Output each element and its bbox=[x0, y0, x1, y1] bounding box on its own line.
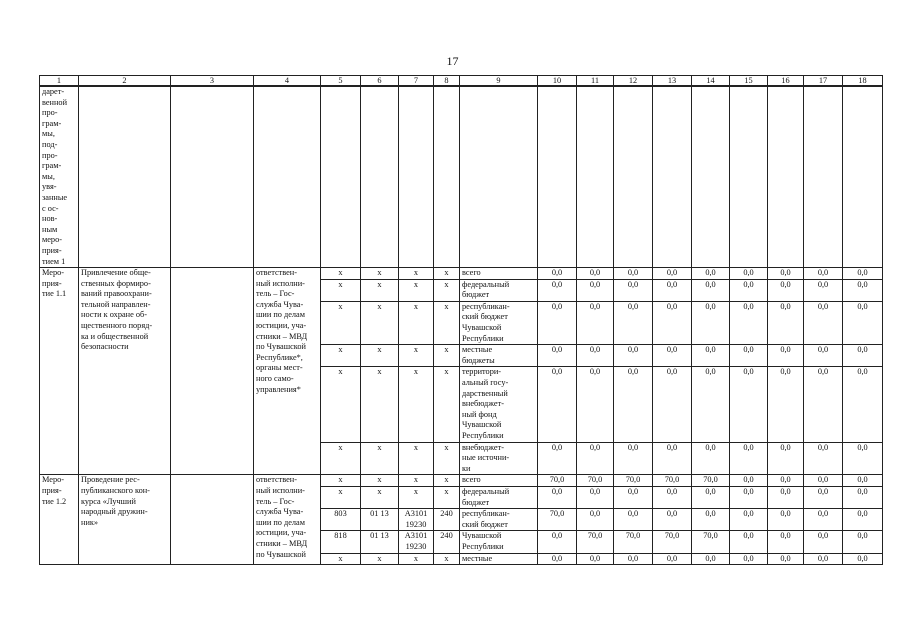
funding-source: местные бюджеты bbox=[460, 345, 538, 367]
amount-value: 0,0 bbox=[614, 268, 653, 280]
column-number: 10 bbox=[538, 76, 577, 87]
amount-value: 0,0 bbox=[692, 301, 730, 344]
amount-value: 0,0 bbox=[768, 486, 804, 508]
activity-name: Проведение рес- публиканского кон- курса «Лучший народный дружин- ник» bbox=[79, 475, 171, 565]
amount-value: 0,0 bbox=[730, 279, 768, 301]
funding-source: федеральный бюджет bbox=[460, 279, 538, 301]
amount-value: 0,0 bbox=[804, 553, 843, 565]
amount-value: 0,0 bbox=[653, 442, 692, 475]
budget-code-c6: x bbox=[361, 301, 399, 344]
budget-code-c7: x bbox=[399, 553, 434, 565]
amount-value: 0,0 bbox=[614, 442, 653, 475]
funding-source: республикан- ский бюджет bbox=[460, 509, 538, 531]
column-number: 1 bbox=[40, 76, 79, 87]
column-number: 14 bbox=[692, 76, 730, 87]
amount-value: 0,0 bbox=[843, 268, 883, 280]
intro-row bbox=[40, 86, 883, 268]
empty-cell bbox=[434, 86, 460, 268]
empty-cell bbox=[692, 86, 730, 268]
budget-code-c5: x bbox=[321, 367, 361, 442]
amount-value: 0,0 bbox=[538, 553, 577, 565]
budget-code-c7: x bbox=[399, 279, 434, 301]
amount-value: 0,0 bbox=[577, 509, 614, 531]
amount-value: 0,0 bbox=[538, 442, 577, 475]
budget-code-c7: x bbox=[399, 268, 434, 280]
amount-value: 0,0 bbox=[692, 268, 730, 280]
amount-value: 0,0 bbox=[843, 553, 883, 565]
budget-code-c6: x bbox=[361, 442, 399, 475]
amount-value: 0,0 bbox=[730, 367, 768, 442]
intro-continuation-text: дарет- венной про- грам- мы, под- про- грам- мы, увя- занные с ос- нов- ным меро- прия- тием 1 bbox=[40, 86, 79, 268]
amount-value: 0,0 bbox=[692, 486, 730, 508]
empty-cell bbox=[614, 86, 653, 268]
amount-value: 0,0 bbox=[730, 301, 768, 344]
amount-value: 0,0 bbox=[538, 301, 577, 344]
column-number: 9 bbox=[460, 76, 538, 87]
budget-code-c5: x bbox=[321, 553, 361, 565]
amount-value: 0,0 bbox=[577, 301, 614, 344]
budget-table bbox=[39, 75, 883, 565]
budget-code-c6: x bbox=[361, 367, 399, 442]
funding-source: местные bbox=[460, 553, 538, 565]
funding-source: всего bbox=[460, 268, 538, 280]
empty-cell bbox=[804, 86, 843, 268]
column-number: 6 bbox=[361, 76, 399, 87]
budget-code-c5: x bbox=[321, 475, 361, 487]
empty-cell bbox=[361, 86, 399, 268]
amount-value: 0,0 bbox=[804, 367, 843, 442]
amount-value: 0,0 bbox=[768, 279, 804, 301]
column-number: 17 bbox=[804, 76, 843, 87]
empty-cell bbox=[254, 86, 321, 268]
column-number: 3 bbox=[171, 76, 254, 87]
amount-value: 0,0 bbox=[730, 475, 768, 487]
activity-code: Меро- прия- тие 1.1 bbox=[40, 268, 79, 475]
amount-value: 0,0 bbox=[843, 509, 883, 531]
amount-value: 0,0 bbox=[577, 367, 614, 442]
amount-value: 0,0 bbox=[653, 367, 692, 442]
amount-value: 0,0 bbox=[692, 509, 730, 531]
budget-code-c5: x bbox=[321, 442, 361, 475]
budget-code-c6: x bbox=[361, 345, 399, 367]
empty-cell bbox=[171, 86, 254, 268]
amount-value: 70,0 bbox=[614, 475, 653, 487]
amount-value: 0,0 bbox=[843, 279, 883, 301]
empty-cell bbox=[321, 86, 361, 268]
executor-text: ответствен- ный исполни- тель – Гос- служба Чува- шии по делам юстиции, уча- стники – МВД по Чувашской bbox=[254, 475, 321, 565]
budget-code-c8: x bbox=[434, 268, 460, 280]
amount-value: 70,0 bbox=[614, 531, 653, 553]
amount-value: 70,0 bbox=[577, 531, 614, 553]
amount-value: 70,0 bbox=[692, 531, 730, 553]
budget-code-c5: x bbox=[321, 279, 361, 301]
budget-code-c8: x bbox=[434, 475, 460, 487]
budget-code-c8: 240 bbox=[434, 531, 460, 553]
amount-value: 0,0 bbox=[768, 345, 804, 367]
amount-value: 0,0 bbox=[614, 553, 653, 565]
activity-name: Привлечение обще- ственных формиро- ваний правоохрани- тельной направлен- ности к охране об- щественного поряд- ка и общественной безопасности bbox=[79, 268, 171, 475]
column-number: 4 bbox=[254, 76, 321, 87]
empty-cell bbox=[171, 268, 254, 475]
column-number: 7 bbox=[399, 76, 434, 87]
budget-code-c8: x bbox=[434, 301, 460, 344]
amount-value: 0,0 bbox=[614, 279, 653, 301]
column-number: 2 bbox=[79, 76, 171, 87]
budget-code-c5: x bbox=[321, 486, 361, 508]
amount-value: 0,0 bbox=[577, 345, 614, 367]
budget-code-c8: x bbox=[434, 367, 460, 442]
funding-source: внебюджет- ные источни- ки bbox=[460, 442, 538, 475]
amount-value: 0,0 bbox=[804, 301, 843, 344]
budget-code-c7: x bbox=[399, 442, 434, 475]
empty-cell bbox=[538, 86, 577, 268]
empty-cell bbox=[768, 86, 804, 268]
amount-value: 0,0 bbox=[577, 268, 614, 280]
budget-code-c6: x bbox=[361, 553, 399, 565]
amount-value: 0,0 bbox=[843, 442, 883, 475]
amount-value: 0,0 bbox=[804, 475, 843, 487]
amount-value: 0,0 bbox=[768, 531, 804, 553]
budget-code-c5: x bbox=[321, 301, 361, 344]
amount-value: 0,0 bbox=[653, 486, 692, 508]
budget-code-c5: 803 bbox=[321, 509, 361, 531]
table-row bbox=[40, 475, 883, 487]
amount-value: 0,0 bbox=[730, 509, 768, 531]
amount-value: 0,0 bbox=[768, 268, 804, 280]
empty-cell bbox=[577, 86, 614, 268]
amount-value: 0,0 bbox=[768, 475, 804, 487]
amount-value: 0,0 bbox=[614, 301, 653, 344]
budget-code-c5: 818 bbox=[321, 531, 361, 553]
empty-cell bbox=[653, 86, 692, 268]
funding-source: всего bbox=[460, 475, 538, 487]
amount-value: 0,0 bbox=[653, 345, 692, 367]
empty-cell bbox=[399, 86, 434, 268]
amount-value: 0,0 bbox=[843, 367, 883, 442]
amount-value: 0,0 bbox=[577, 442, 614, 475]
budget-code-c8: x bbox=[434, 486, 460, 508]
funding-source: республикан- ский бюджет Чувашской Республики bbox=[460, 301, 538, 344]
amount-value: 0,0 bbox=[538, 486, 577, 508]
budget-code-c7: x bbox=[399, 475, 434, 487]
amount-value: 70,0 bbox=[538, 475, 577, 487]
amount-value: 0,0 bbox=[768, 301, 804, 344]
amount-value: 0,0 bbox=[843, 345, 883, 367]
budget-code-c7: x bbox=[399, 486, 434, 508]
amount-value: 0,0 bbox=[804, 442, 843, 475]
column-number: 8 bbox=[434, 76, 460, 87]
amount-value: 70,0 bbox=[577, 475, 614, 487]
amount-value: 0,0 bbox=[577, 553, 614, 565]
budget-code-c6: 01 13 bbox=[361, 509, 399, 531]
amount-value: 0,0 bbox=[614, 486, 653, 508]
amount-value: 0,0 bbox=[730, 442, 768, 475]
budget-code-c7: x bbox=[399, 367, 434, 442]
amount-value: 0,0 bbox=[692, 345, 730, 367]
amount-value: 0,0 bbox=[804, 279, 843, 301]
amount-value: 0,0 bbox=[804, 345, 843, 367]
budget-code-c6: x bbox=[361, 279, 399, 301]
empty-cell bbox=[843, 86, 883, 268]
amount-value: 0,0 bbox=[653, 268, 692, 280]
amount-value: 0,0 bbox=[614, 367, 653, 442]
empty-cell bbox=[79, 86, 171, 268]
budget-code-c7: А3101 19230 bbox=[399, 531, 434, 553]
amount-value: 0,0 bbox=[614, 345, 653, 367]
budget-code-c7: x bbox=[399, 301, 434, 344]
budget-code-c6: x bbox=[361, 486, 399, 508]
funding-source: Чувашской Республики bbox=[460, 531, 538, 553]
amount-value: 0,0 bbox=[843, 531, 883, 553]
budget-code-c7: x bbox=[399, 345, 434, 367]
column-number: 11 bbox=[577, 76, 614, 87]
amount-value: 0,0 bbox=[804, 268, 843, 280]
empty-cell bbox=[730, 86, 768, 268]
empty-cell bbox=[460, 86, 538, 268]
amount-value: 0,0 bbox=[538, 268, 577, 280]
amount-value: 0,0 bbox=[730, 345, 768, 367]
page-number: 17 bbox=[446, 54, 459, 68]
budget-code-c6: x bbox=[361, 475, 399, 487]
amount-value: 0,0 bbox=[653, 509, 692, 531]
amount-value: 0,0 bbox=[692, 442, 730, 475]
budget-code-c8: x bbox=[434, 279, 460, 301]
table-row bbox=[40, 268, 883, 280]
column-number: 5 bbox=[321, 76, 361, 87]
amount-value: 0,0 bbox=[538, 345, 577, 367]
column-number: 15 bbox=[730, 76, 768, 87]
amount-value: 0,0 bbox=[730, 268, 768, 280]
amount-value: 0,0 bbox=[653, 279, 692, 301]
executor-text: ответствен- ный исполни- тель – Гос- служба Чува- шии по делам юстиции, уча- стники – МВД по Чувашской Республике*, органы мест- ного само- управления* bbox=[254, 268, 321, 475]
budget-code-c5: x bbox=[321, 268, 361, 280]
budget-code-c8: 240 bbox=[434, 509, 460, 531]
funding-source: территори- альный госу- дарственный внебюджет- ный фонд Чувашской Республики bbox=[460, 367, 538, 442]
amount-value: 70,0 bbox=[653, 531, 692, 553]
column-number-row bbox=[40, 76, 883, 87]
budget-code-c5: x bbox=[321, 345, 361, 367]
amount-value: 70,0 bbox=[692, 475, 730, 487]
column-number: 12 bbox=[614, 76, 653, 87]
funding-source: федеральный бюджет bbox=[460, 486, 538, 508]
activity-code: Меро- прия- тие 1.2 bbox=[40, 475, 79, 565]
amount-value: 0,0 bbox=[843, 301, 883, 344]
amount-value: 0,0 bbox=[538, 367, 577, 442]
amount-value: 0,0 bbox=[692, 367, 730, 442]
amount-value: 0,0 bbox=[653, 553, 692, 565]
empty-cell bbox=[171, 475, 254, 565]
amount-value: 70,0 bbox=[653, 475, 692, 487]
amount-value: 70,0 bbox=[538, 509, 577, 531]
amount-value: 0,0 bbox=[614, 509, 653, 531]
budget-code-c8: x bbox=[434, 553, 460, 565]
amount-value: 0,0 bbox=[730, 486, 768, 508]
amount-value: 0,0 bbox=[692, 553, 730, 565]
amount-value: 0,0 bbox=[804, 531, 843, 553]
amount-value: 0,0 bbox=[538, 279, 577, 301]
budget-code-c7: А3101 19230 bbox=[399, 509, 434, 531]
amount-value: 0,0 bbox=[843, 486, 883, 508]
amount-value: 0,0 bbox=[730, 531, 768, 553]
amount-value: 0,0 bbox=[804, 486, 843, 508]
column-number: 18 bbox=[843, 76, 883, 87]
amount-value: 0,0 bbox=[768, 509, 804, 531]
amount-value: 0,0 bbox=[730, 553, 768, 565]
budget-code-c8: x bbox=[434, 442, 460, 475]
amount-value: 0,0 bbox=[577, 279, 614, 301]
amount-value: 0,0 bbox=[768, 367, 804, 442]
amount-value: 0,0 bbox=[843, 475, 883, 487]
amount-value: 0,0 bbox=[804, 509, 843, 531]
budget-code-c8: x bbox=[434, 345, 460, 367]
budget-code-c6: 01 13 bbox=[361, 531, 399, 553]
amount-value: 0,0 bbox=[768, 442, 804, 475]
amount-value: 0,0 bbox=[538, 531, 577, 553]
budget-code-c6: x bbox=[361, 268, 399, 280]
amount-value: 0,0 bbox=[692, 279, 730, 301]
column-number: 16 bbox=[768, 76, 804, 87]
column-number: 13 bbox=[653, 76, 692, 87]
amount-value: 0,0 bbox=[577, 486, 614, 508]
amount-value: 0,0 bbox=[653, 301, 692, 344]
amount-value: 0,0 bbox=[768, 553, 804, 565]
